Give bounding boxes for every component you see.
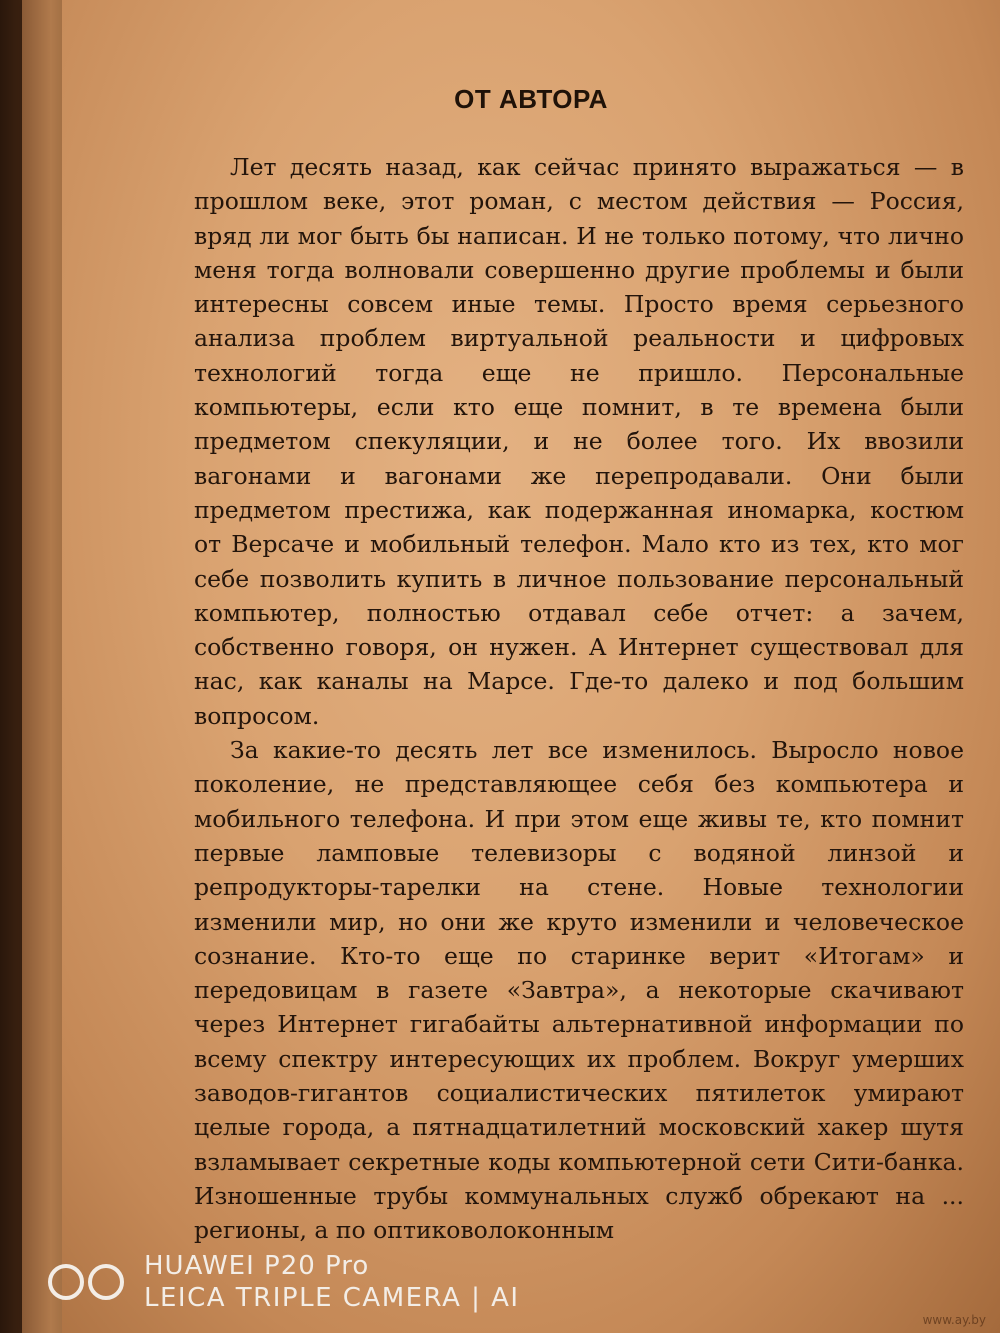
body-text <box>194 150 964 1248</box>
paragraph-2: За какие-то десять лет все изменилось. Выросло новое поколение, не представляющее себя без компьютера и мобильного телефона. И при этом еще живы те, кто помнит первые ламповые телевизоры с водяной линзой и репродукторы-тарелки на стене. Новые технологии изменили мир, но они же круто изменили и человеческое сознание. Кто-то еще по старинке верит «Итогам» и передовицам в газете «Завтра», а некоторые скачивают через Интернет гигабайты альтернативной информации по всему спектру интересующих их проблем. Вокруг умерших заводов-гигантов социалистических пятилеток умирают целые города, а пятнадцатилетний московский хакер шутя взламывает секретные коды компьютерной сети Сити-банка. Изношенные трубы коммунальных служб обрекают на ... регионы, а по оптиковолоконным <box>194 736 964 1245</box>
camera-logo-icon <box>48 1264 124 1300</box>
chapter-heading: ОТ АВТОРА <box>454 84 608 114</box>
site-watermark: www.ay.by <box>922 1313 986 1327</box>
paragraph-1: Лет десять назад, как сейчас принято выражаться — в прошлом веке, этот роман, с местом действия — Россия, вряд ли мог быть бы написан. И не только потому, что лично меня тогда волновали совершенно другие проблемы и были интересны совсем иные темы. Просто время серьезного анализа проблем виртуальной реальности и цифровых технологий тогда еще не пришло. Персональные компьютеры, если кто еще помнит, в те времена были предметом спекуляции, и не более того. Их ввозили вагонами и вагонами же перепродавали. Они были предметом престижа, как подержанная иномарка, костюм от Версаче и мобильный телефон. Мало кто из тех, кто мог себе позволить купить в личное пользование персональный компьютер, полностью отдавал себе отчет: а зачем, собственно говоря, он нужен. А Интернет существовал для нас, как каналы на Марсе. Где-то далеко и под большим вопросом. <box>194 153 964 730</box>
camera-model-text: HUAWEI P20 Pro <box>144 1251 370 1281</box>
camera-lens-text: LEICA TRIPLE CAMERA | AI <box>144 1283 520 1313</box>
book-page <box>62 0 1000 1333</box>
camera-watermark <box>48 1250 520 1314</box>
